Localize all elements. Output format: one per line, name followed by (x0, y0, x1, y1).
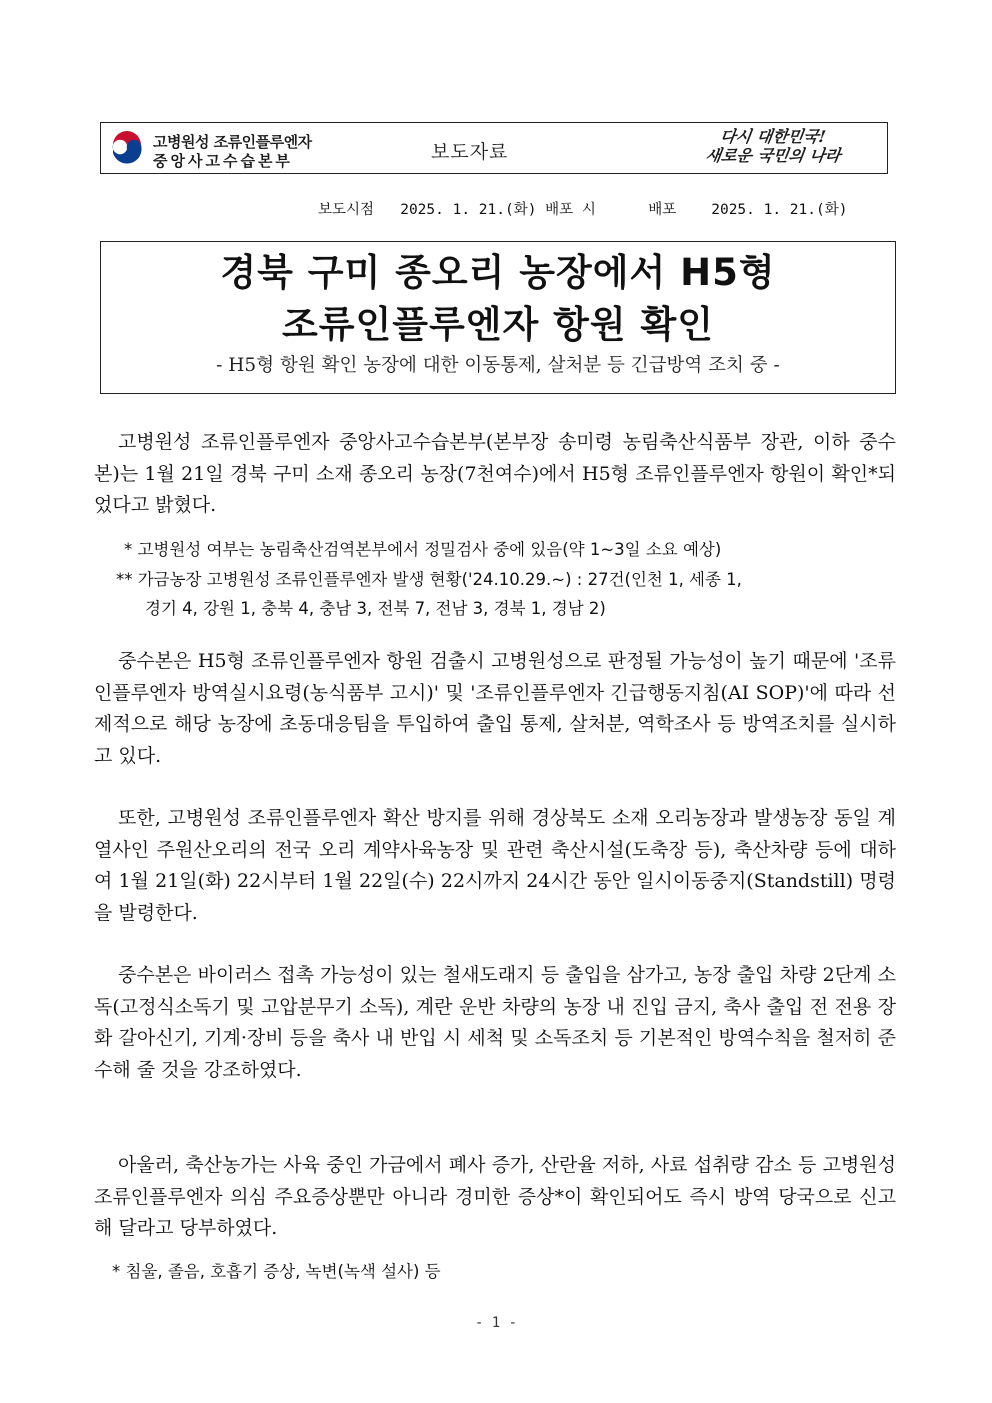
paragraph-1 (94, 427, 896, 522)
paragraph-3-text: 또한, 고병원성 조류인플루엔자 확산 방지를 위해 경상북도 소재 오리농장과 발생농장 동일 계열사인 주원산오리의 전국 오리 계약사육농장 및 관련 축산시설(도축장 등), 축산차량 등에 대하여 1월 21일(화) 22시부터 1월 22일(수) 22시까지 24시간 동안 일시이동중지(Standstill) 명령을 발령한다. (94, 807, 896, 924)
headline-line2: 조류인플루엔자 항원 확인 (282, 303, 714, 346)
page-number: - 1 - (474, 1315, 518, 1331)
paragraph-3 (94, 803, 896, 929)
header-box (100, 122, 888, 174)
logo (109, 129, 349, 169)
paragraph-2 (94, 646, 896, 772)
headline-line1: 경북 구미 종오리 농장에서 H5형 (220, 251, 776, 294)
slogan-line2: 새로운 국민의 나라 (704, 146, 842, 165)
slogan (673, 127, 873, 171)
slogan-line1: 다시 대한민국! (718, 127, 828, 146)
footnote-2-line2: 경기 4, 강원 1, 충북 4, 충남 3, 전북 7, 전남 3, 경북 1, 경남 2) (145, 599, 606, 618)
org-name-line2: 중앙사고수습본부 (153, 152, 293, 170)
org-name-line1: 고병원성 조류인플루엔자 (153, 133, 312, 151)
taegeuk-emblem-icon (109, 131, 145, 167)
subheadline: - H5형 항원 확인 농장에 대한 이동통제, 살처분 등 긴급방역 조치 중 - (216, 355, 780, 376)
paragraph-4-text: 중수본은 바이러스 접촉 가능성이 있는 철새도래지 등 출입을 삼가고, 농장 출입 차량 2단계 소독(고정식소독기 및 고압분무기 소독), 계란 운반 차량의 농장 내 진입 금지, 축사 출입 전 전용 장화 갈아신기, 기계·장비 등을 축사 내 반입 시 세척 및 소독조치 등 기본적인 방역수칙을 철저히 준수해 줄 것을 강조하였다. (94, 964, 896, 1081)
paragraph-5-text: 아울러, 축산농가는 사육 중인 가금에서 폐사 증가, 산란율 저하, 사료 섭취량 감소 등 고병원성 조류인플루엔자 의심 주요증상뿐만 아니라 경미한 증상*이 확인되어도 즉시 방역 당국으로 신고해 달라고 당부하였다. (94, 1154, 896, 1239)
release-schedule: 보도시점 2025. 1. 21.(화) 배포 시 배포 2025. 1. 21.(화) (318, 202, 848, 218)
doc-type-label: 보도자료 (431, 141, 509, 163)
paragraph-5 (94, 1150, 896, 1245)
footnote-3: * 침울, 졸음, 호흡기 증상, 녹변(녹색 설사) 등 (112, 1262, 441, 1281)
paragraph-2-text: 중수본은 H5형 조류인플루엔자 항원 검출시 고병원성으로 판정될 가능성이 높기 때문에 '조류인플루엔자 방역실시요령(농식품부 고시)' 및 '조류인플루엔자 긴급행동지침(AI SOP)'에 따라 선제적으로 해당 농장에 초동대응팀을 투입하여 출입 통제, 살처분, 역학조사 등 방역조치를 실시하고 있다. (94, 650, 896, 767)
title-box (100, 241, 896, 394)
footnote-2-line1: ** 가금농장 고병원성 조류인플루엔자 발생 현황('24.10.29.~) : 27건(인천 1, 세종 1, (116, 570, 742, 589)
paragraph-4 (94, 960, 896, 1086)
paragraph-1-text: 고병원성 조류인플루엔자 중앙사고수습본부(본부장 송미령 농림축산식품부 장관, 이하 중수본)는 1월 21일 경북 구미 소재 종오리 농장(7천여수)에서 H5형 조류인플루엔자 항원이 확인*되었다고 밝혔다. (94, 431, 896, 516)
footnote-1: * 고병원성 여부는 농림축산검역본부에서 정밀검사 중에 있음(약 1~3일 소요 예상) (124, 540, 722, 559)
